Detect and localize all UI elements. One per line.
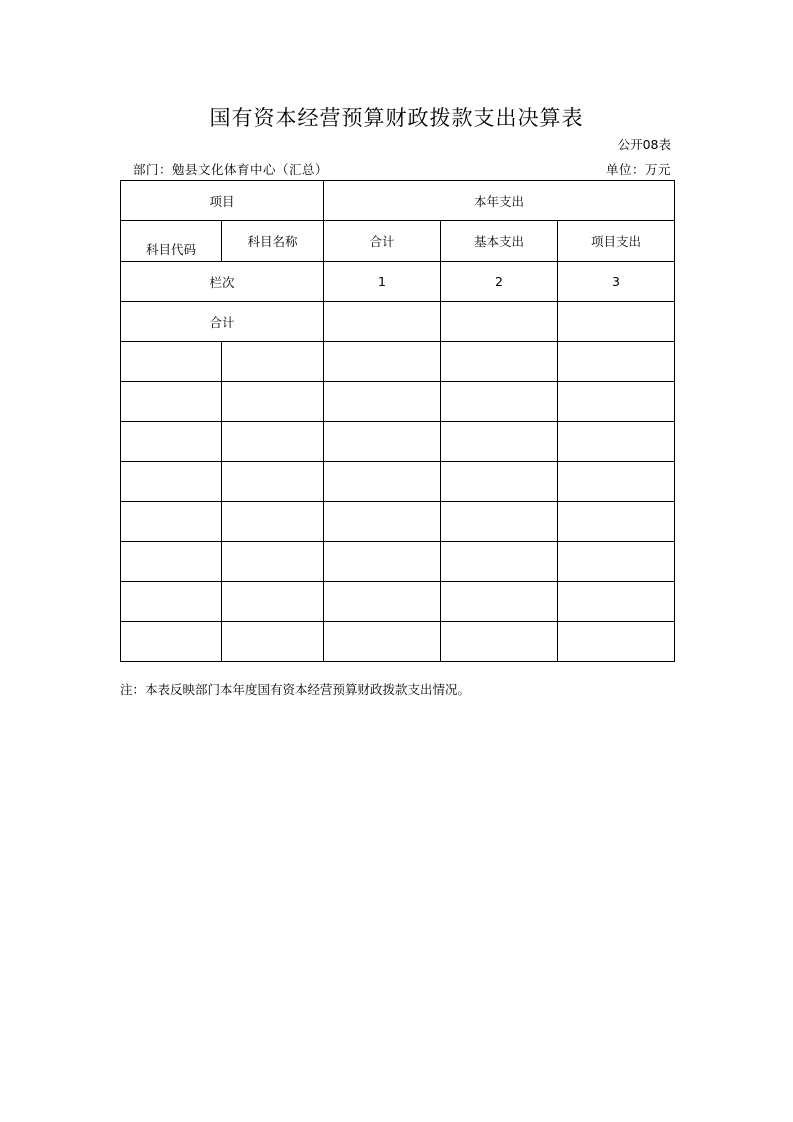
table-row [121, 462, 675, 502]
unit-label: 单位：万元 [605, 162, 671, 177]
form-code: 公开08表 [617, 137, 671, 152]
index-col-2: 2 [441, 262, 558, 302]
table-cell [441, 582, 558, 622]
table-cell [441, 542, 558, 582]
total-basic-cell [441, 302, 558, 342]
header-expenditure: 本年支出 [324, 181, 675, 221]
table-cell [558, 542, 675, 582]
table-row [121, 502, 675, 542]
table-cell [222, 382, 324, 422]
table-cell [222, 542, 324, 582]
table-cell [222, 342, 324, 382]
department-label: 部门：勉县文化体育中心（汇总） [133, 162, 329, 177]
table-cell [441, 462, 558, 502]
header-subject-code-text: 科目代码 [145, 242, 196, 257]
table-cell [222, 582, 324, 622]
table-cell [222, 462, 324, 502]
table-cell [222, 502, 324, 542]
table-cell [558, 622, 675, 662]
table-cell [222, 622, 324, 662]
table-cell [441, 382, 558, 422]
table-header-row-1 [121, 181, 675, 221]
table-row [121, 582, 675, 622]
index-col-3: 3 [558, 262, 675, 302]
table-cell [558, 422, 675, 462]
table-cell [558, 582, 675, 622]
header-subject-code [121, 221, 222, 262]
header-project: 项目 [121, 181, 324, 221]
table-cell [324, 342, 441, 382]
table-cell [121, 582, 222, 622]
table-cell [324, 582, 441, 622]
header-project-expenditure: 项目支出 [558, 221, 675, 262]
header-basic-expenditure: 基本支出 [441, 221, 558, 262]
table-row [121, 622, 675, 662]
page-title: 国有资本经营预算财政拨款支出决算表 [209, 106, 584, 130]
expenditure-table [120, 180, 675, 662]
table-row [121, 422, 675, 462]
table-cell [558, 342, 675, 382]
table-cell [121, 342, 222, 382]
table-cell [558, 382, 675, 422]
table-cell [121, 382, 222, 422]
table-row [121, 342, 675, 382]
index-col-1: 1 [324, 262, 441, 302]
table-cell [558, 462, 675, 502]
total-row-label: 合计 [121, 302, 324, 342]
table-cell [324, 542, 441, 582]
table-cell [121, 502, 222, 542]
total-value-cell [324, 302, 441, 342]
footnote: 注：本表反映部门本年度国有资本经营预算财政拨款支出情况。 [120, 682, 471, 697]
table-cell [324, 422, 441, 462]
table-cell [324, 462, 441, 502]
header-total: 合计 [324, 221, 441, 262]
index-row-label: 栏次 [121, 262, 324, 302]
table-cell [324, 622, 441, 662]
table-cell [324, 382, 441, 422]
table-cell [222, 422, 324, 462]
table-cell [121, 422, 222, 462]
header-subject-name: 科目名称 [222, 221, 324, 262]
table-header-row-2 [121, 221, 675, 262]
table-cell [121, 622, 222, 662]
table-cell [121, 462, 222, 502]
table-cell [441, 422, 558, 462]
index-row [121, 262, 675, 302]
total-project-cell [558, 302, 675, 342]
table-row [121, 382, 675, 422]
table-cell [441, 502, 558, 542]
total-row [121, 302, 675, 342]
table-cell [121, 542, 222, 582]
table-cell [441, 622, 558, 662]
table-cell [324, 502, 441, 542]
table-cell [558, 502, 675, 542]
table-cell [441, 342, 558, 382]
table-row [121, 542, 675, 582]
